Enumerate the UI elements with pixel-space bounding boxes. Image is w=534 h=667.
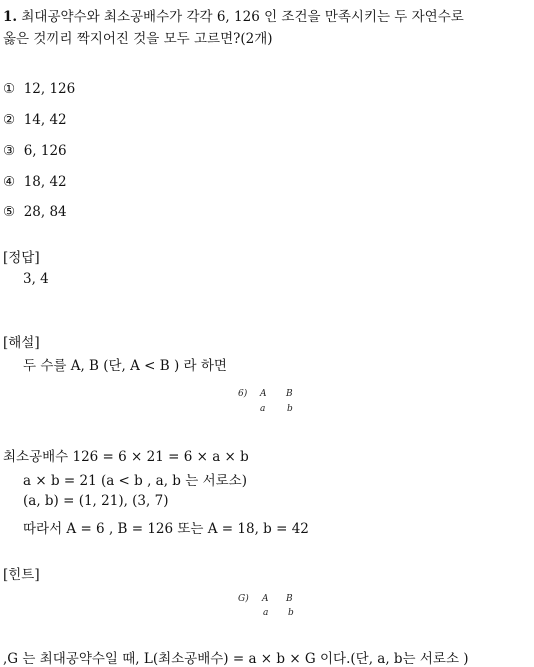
explanation-line-2: 최소공배수 126 = 6 × 21 = 6 × a × b	[3, 449, 249, 465]
option-text: 28, 84	[23, 204, 67, 220]
option-text: 14, 42	[23, 112, 67, 128]
diagram-gcd: 6)	[238, 389, 248, 399]
answer-header: [정답]	[3, 250, 40, 266]
hint-diagram-a-top: A	[262, 594, 269, 604]
option-mark: ③	[3, 143, 16, 159]
question-text-2: 옳은 것끼리 짝지어진 것을 모두 고르면?(2개)	[3, 31, 273, 47]
option-mark: ①	[3, 81, 16, 97]
explanation-header: [해설]	[3, 335, 40, 351]
option-mark: ②	[3, 112, 16, 128]
answer-value: 3, 4	[23, 271, 49, 287]
explanation-line-1: 두 수를 A, B (단, A < B ) 라 하면	[23, 358, 227, 374]
hint-diagram-a-bottom: a	[263, 608, 269, 618]
hint-line-1: ,G 는 최대공약수일 때, L(최소공배수) = a × b × G 이다.(단, a, b는 서로소 )	[3, 651, 469, 667]
explanation-line-5: 따라서 A = 6 , B = 126 또는 A = 18, b = 42	[23, 521, 309, 537]
option-text: 18, 42	[23, 174, 67, 190]
question-text-1: 최대공약수와 최소공배수가 각각 6, 126 인 조건을 만족시키는 두 자연수로	[21, 9, 464, 25]
hint-header: [힌트]	[3, 567, 40, 583]
diagram-a-bottom: a	[260, 404, 266, 414]
diagram-b-top: B	[286, 389, 293, 399]
option-mark: ④	[3, 174, 16, 190]
option-3	[3, 143, 67, 159]
question-line-1	[3, 5, 464, 25]
option-1	[3, 81, 75, 97]
option-2	[3, 112, 67, 128]
division-diagram	[238, 389, 308, 419]
question-number: 1.	[3, 9, 18, 25]
explanation-line-4: (a, b) = (1, 21), (3, 7)	[23, 493, 169, 509]
option-mark: ⑤	[3, 204, 16, 220]
option-text: 6, 126	[23, 143, 67, 159]
hint-diagram-b-top: B	[286, 594, 293, 604]
explanation-line-3: a × b = 21 (a < b , a, b 는 서로소)	[23, 473, 247, 489]
option-text: 12, 126	[23, 81, 76, 97]
hint-diagram-b-bottom: b	[288, 608, 294, 618]
diagram-a-top: A	[260, 389, 267, 399]
option-5	[3, 204, 67, 220]
hint-division-diagram	[238, 594, 308, 624]
diagram-b-bottom: b	[287, 404, 293, 414]
option-4	[3, 174, 67, 190]
hint-diagram-gcd: G)	[238, 594, 249, 604]
